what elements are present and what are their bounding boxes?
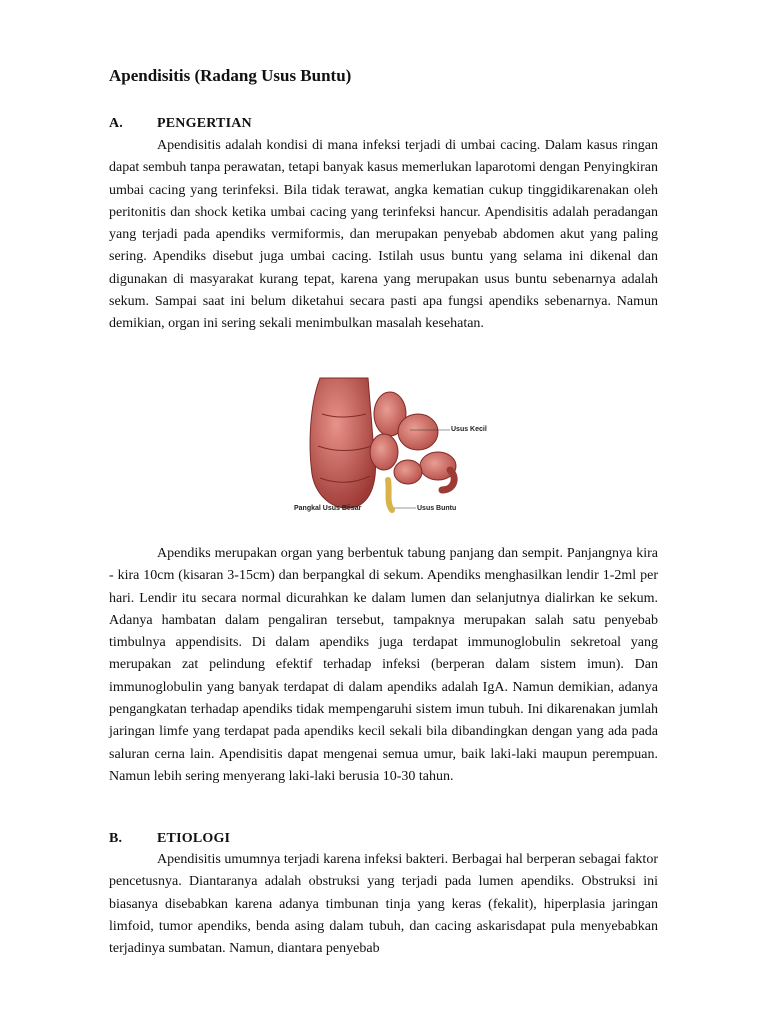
section-b-paragraph-1: Apendisitis umumnya terjadi karena infeksi bakteri. Berbagai hal berperan sebagai faktor pencetusnya. Diantaranya adalah obstruksi yang terjadi pada lumen apendiks. Obstruksi ini biasanya disebabkan karena adanya timbunan tinja yang keras (fekalit), hiperplasia jaringan limfoid, tumor apendiks, benda asing dalam tubuh, dan cacing askarisdapat pula menyebabkan terjadinya sumbatan. Namun, diantara penyebab bbox=[109, 852, 658, 957]
document-title: Apendisitis (Radang Usus Buntu) bbox=[109, 66, 352, 85]
section-a-title: PENGERTIAN bbox=[157, 116, 252, 131]
label-usus-kecil: Usus Kecil bbox=[451, 426, 487, 433]
label-pangkal-usus-besar: Pangkal Usus Besar bbox=[294, 505, 362, 512]
section-a-number: A. bbox=[109, 116, 124, 131]
section-b-title: ETIOLOGI bbox=[157, 831, 231, 846]
section-a-heading bbox=[109, 116, 252, 132]
appendix-illustration bbox=[290, 374, 490, 524]
section-a-paragraph-1: Apendisitis adalah kondisi di mana infeksi terjadi di umbai cacing. Dalam kasus ringan dapat sembuh tanpa perawatan, tetapi banyak kasus memerlukan laparotomi dengan Penyingkiran umbai cacing yang terinfeksi. Bila tidak terawat, angka kematian cukup tinggidikarenakan oleh peritonitis dan shock ketika umbai cacing yang terinfeksi hancur. Apendisitis adalah peradangan yang terjadi pada apendiks vermiformis, dan merupakan penyebab abdomen akut yang paling sering. Apendiks disebut juga umbai cacing. Istilah usus buntu yang selama ini dikenal dan digunakan di masyarakat kurang tepat, karena yang merupakan usus buntu sebenarnya adalah sekum. Sampai saat ini belum diketahui secara pasti apa fungsi apendiks sebenarnya. Namun demikian, organ ini sering sekali menimbulkan masalah kesehatan. bbox=[109, 138, 658, 332]
section-b-heading bbox=[109, 831, 230, 847]
section-b-number: B. bbox=[109, 831, 123, 846]
label-usus-buntu: Usus Buntu bbox=[417, 505, 457, 512]
intestine-drawing bbox=[290, 374, 490, 524]
section-a-paragraph-2: Apendiks merupakan organ yang berbentuk tabung panjang dan sempit. Panjangnya kira - kira 10cm (kisaran 3-15cm) dan berpangkal di sekum. Apendiks menghasilkan lendir 1-2ml per hari. Lendir itu secara normal dicurahkan ke dalam lumen dan selanjutnya dialirkan ke sekum. Adanya hambatan dalam pengaliran tersebut, tampaknya merupakan salah satu penyebab timbulnya appendisits. Di dalam apendiks juga terdapat immunoglobulin sekretoal yang merupakan zat pelindung efektif terhadap infeksi (berperan dalam sistem imun). Dan immunoglobulin yang banyak terdapat di dalam apendiks adalah IgA. Namun demikian, adanya pengangkatan terhadap apendiks tidak mempengaruhi sistem imun tubuh. Ini dikarenakan jumlah jaringan limfe yang terdapat pada apendiks kecil sekali bila dibandingkan dengan yang ada pada saluran cerna lain. Apendisitis dapat mengenai semua umur, baik laki-laki maupun perempuan. Namun lebih sering menyerang laki-laki berusia 10-30 tahun. bbox=[109, 546, 658, 784]
